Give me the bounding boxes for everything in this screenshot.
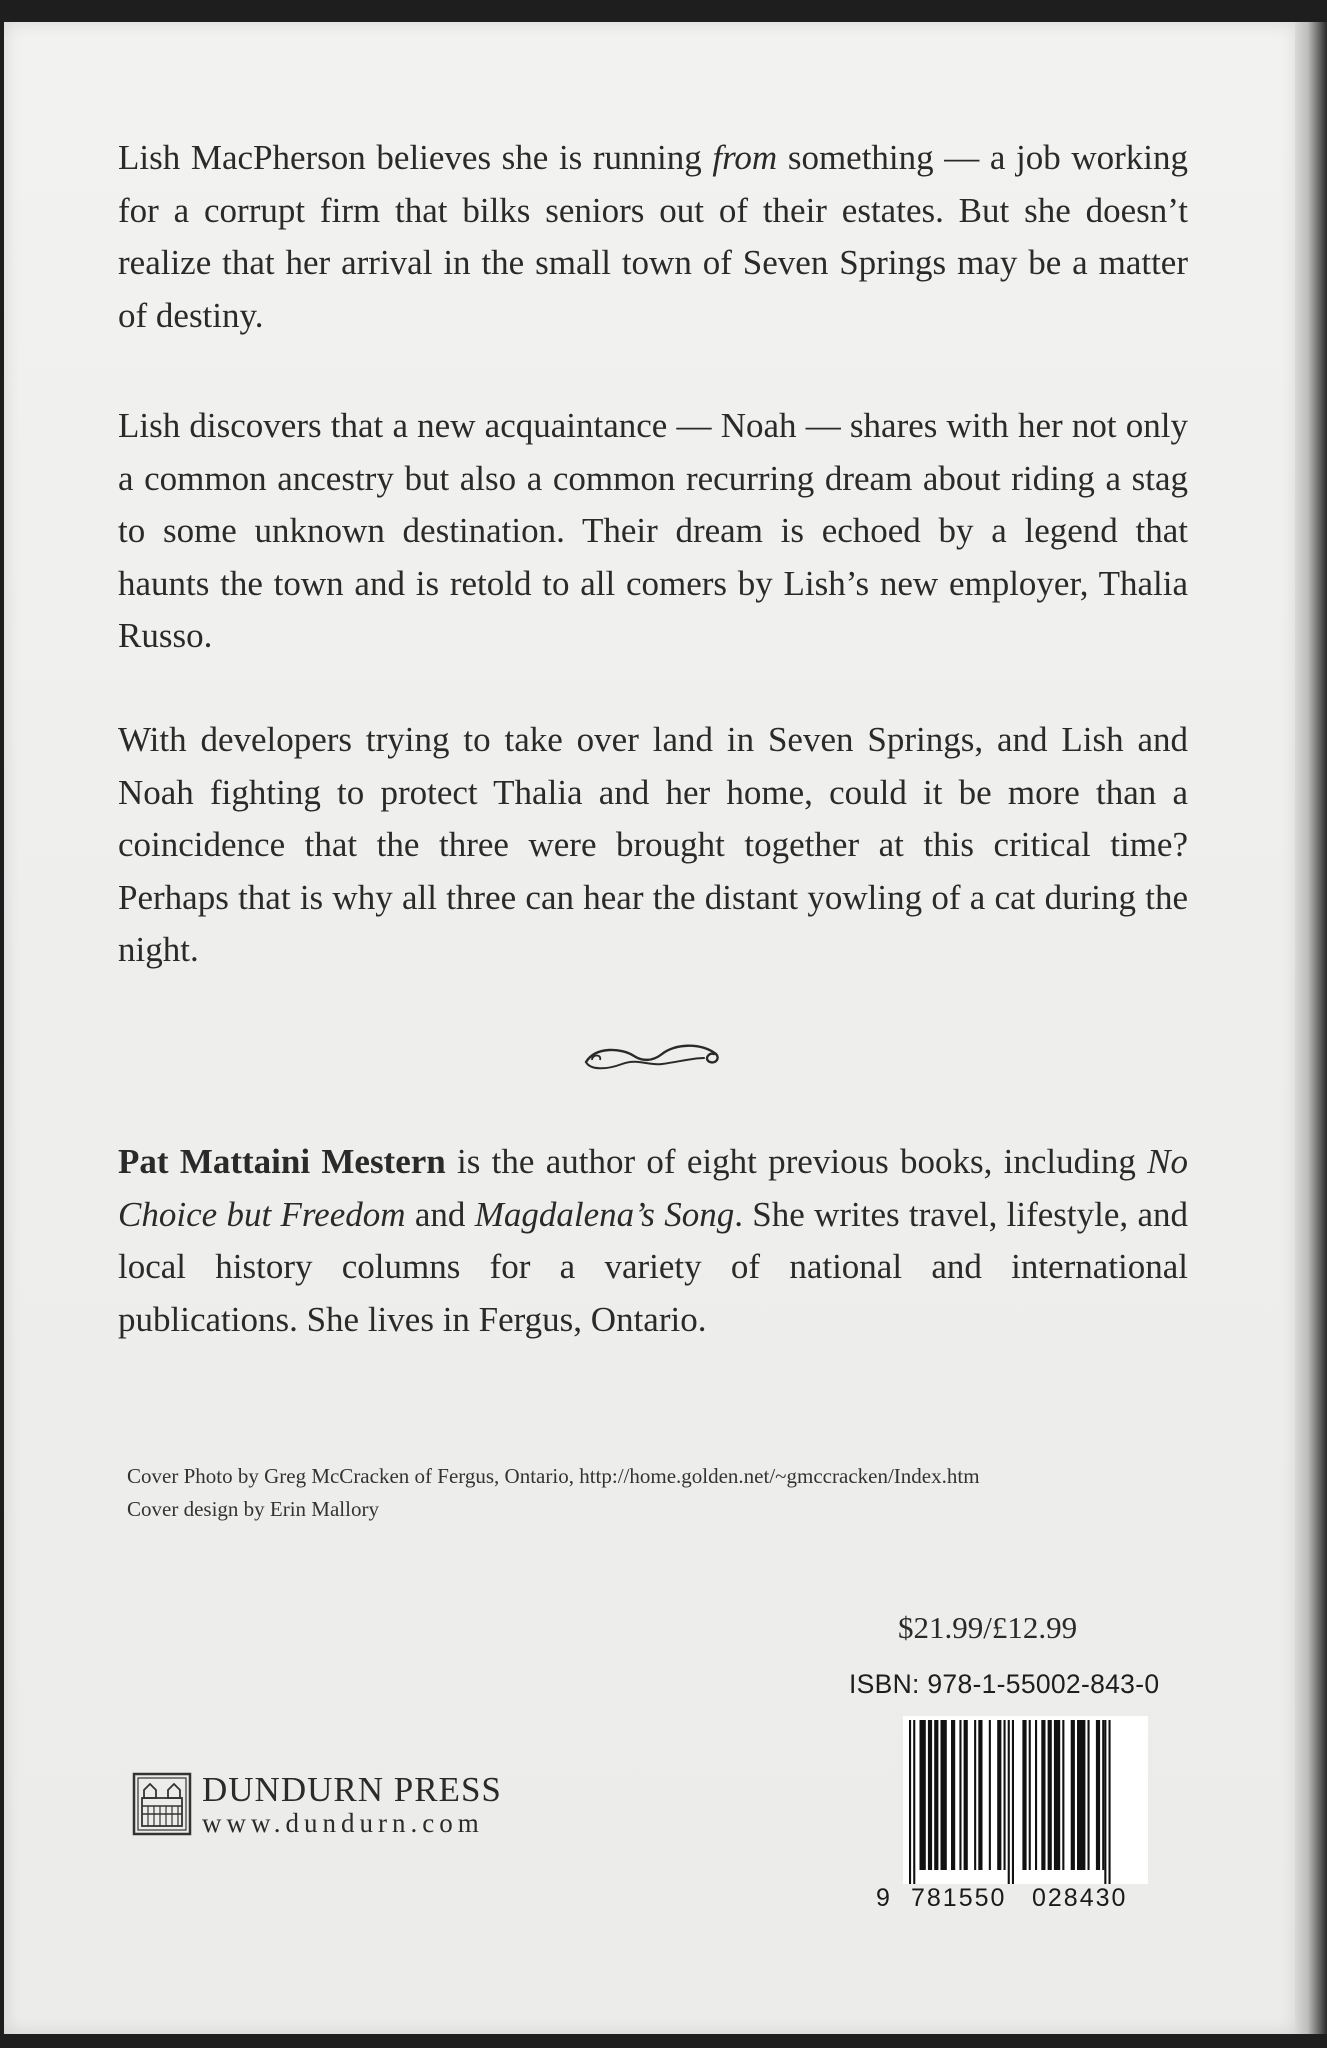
barcode-bar: [909, 1720, 911, 1884]
publisher-imprint: [132, 1770, 552, 1842]
book-title: Magdalena’s Song: [474, 1194, 735, 1234]
barcode-bar: [997, 1720, 1001, 1870]
barcode-lead-digit: 9: [876, 1884, 890, 1912]
barcode-bar: [974, 1720, 976, 1870]
blurb-paragraph-3: With developers trying to take over land in Seven Springs, and Lish and Noah fighting to protect Thalia and her home, could it be more than a coincidence that the three were brought together at this critical time? Perhaps that is why all three can hear the distant yowling of a cat during the night.: [118, 720, 1188, 969]
blurb-text: something — a job working for a corrupt firm that bilks seniors out of their estates. But she doesn’t realize that her arrival in the small town of Seven Springs may be a matter of destiny.: [118, 138, 1188, 335]
blurb-paragraph-2: Lish discovers that a new acquaintance — Noah — shares with her not only a common ancestry but also a common recurring dream about riding a stag to some unknown destination. Their dream is echoed by a legend that haunts the town and is retold to all comers by Lish’s new employer, Thalia Russo.: [118, 406, 1188, 655]
barcode-bar: [964, 1720, 968, 1870]
barcode-bar: [1004, 1720, 1006, 1870]
barcode-bar: [1012, 1720, 1014, 1884]
barcode-bar: [1096, 1720, 1100, 1870]
barcode-bars: [903, 1716, 1148, 1884]
barcode-bar: [989, 1720, 991, 1870]
design-credit: Cover design by Erin Mallory: [127, 1497, 379, 1521]
barcode-bar: [1035, 1720, 1037, 1870]
barcode-bar: [959, 1720, 961, 1870]
barcode-bar: [1104, 1720, 1106, 1884]
bio-text: and: [405, 1194, 475, 1234]
barcode-bar: [1048, 1720, 1052, 1870]
author-bio: [118, 1136, 1188, 1346]
photo-credit: Cover Photo by Greg McCracken of Fergus, Ontario, http://home.golden.net/~gmccracken/Index.htm: [127, 1464, 980, 1488]
author-name: Pat Mattaini Mestern: [118, 1142, 446, 1181]
barcode-bar: [951, 1720, 955, 1870]
barcode-bar: [1109, 1720, 1111, 1884]
cover-credits: [127, 1460, 1227, 1526]
barcode-bar: [1102, 1720, 1104, 1870]
flourish-ornament-icon: [582, 1040, 722, 1076]
barcode-bar: [1071, 1720, 1075, 1870]
blurb-paragraph-1: [118, 132, 1188, 342]
isbn: ISBN: 978-1-55002-843-0: [849, 1669, 1160, 1699]
price: $21.99/£12.99: [898, 1610, 1078, 1645]
blurb-italic-word: from: [712, 138, 778, 177]
cover-edge: [1295, 22, 1327, 2034]
barcode-bar: [1041, 1720, 1045, 1870]
barcode-bar: [934, 1720, 938, 1870]
barcode: [903, 1716, 1148, 1884]
barcode-bar: [1029, 1720, 1031, 1870]
barcode-bar: [941, 1720, 947, 1870]
barcode-bar: [1054, 1720, 1060, 1870]
barcode-group-1: 781550: [911, 1884, 1007, 1912]
barcode-bar: [1008, 1720, 1010, 1884]
barcode-bar: [928, 1720, 932, 1870]
bio-text: . She writes travel, lifestyle, and local history columns for a variety of national and international publications. She lives in Fergus, Ontario.: [118, 1194, 1188, 1339]
barcode-bar: [920, 1720, 926, 1870]
barcode-bar: [978, 1720, 982, 1870]
dundurn-building-logo-icon: [132, 1772, 192, 1836]
barcode-bar: [1022, 1720, 1026, 1870]
barcode-bar: [1062, 1720, 1064, 1870]
book-title: No Choice but Freedom: [118, 1142, 1188, 1234]
barcode-group-2: 028430: [1032, 1884, 1128, 1912]
barcode-bar: [913, 1720, 915, 1884]
barcode-digits: [876, 1884, 1176, 1912]
bio-text: is the author of eight previous books, including: [445, 1142, 1148, 1181]
barcode-bar: [1077, 1720, 1085, 1870]
publisher-url: www.dundurn.com: [202, 1808, 484, 1838]
barcode-bar: [1088, 1720, 1090, 1870]
publisher-name: DUNDURN PRESS: [202, 1770, 502, 1809]
blurb-text: Lish MacPherson believes she is running: [118, 138, 713, 177]
